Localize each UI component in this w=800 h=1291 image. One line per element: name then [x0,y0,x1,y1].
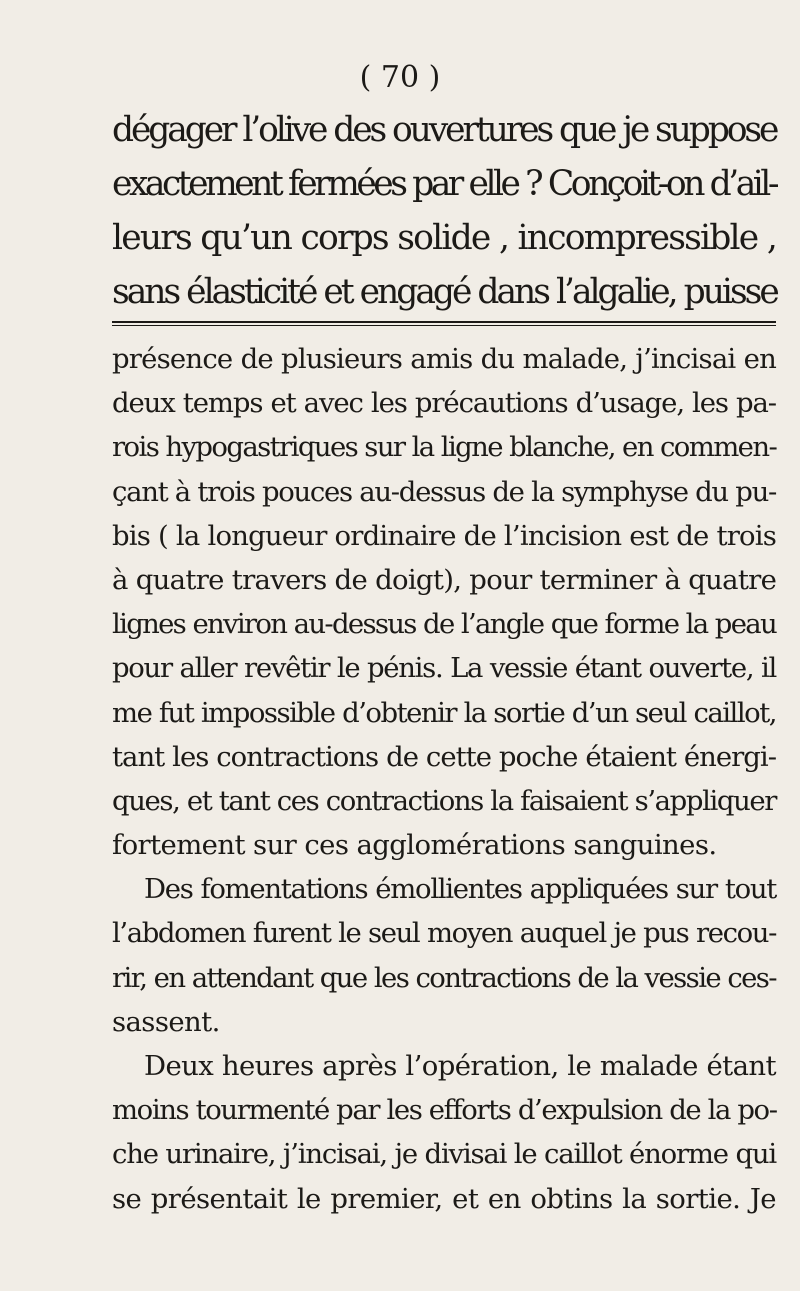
text-line: exactement fermées par elle ? Conçoit-on d’ail- [112,164,776,204]
text-line: sassent. [112,1005,220,1038]
text-line: che urinaire, j’incisai, je divisai le caillot énorme qui [112,1138,776,1171]
text-line: çant à trois pouces au-dessus de la symphyse du pu- [112,475,776,508]
text-line: dégager l’olive des ouvertures que je suppose [112,110,777,150]
text-line: présence de plusieurs amis du malade, j’incisai en [112,343,776,375]
text-line: bis ( la longueur ordinaire de l’incision est de trois [112,519,777,552]
text-line: tant les contractions de cette poche étaient énergi- [112,740,776,773]
text-line: lignes environ au-dessus de l’angle que forme la peau [112,608,776,641]
text-line: rir, en attendant que les contractions de la vessie ces- [112,961,776,994]
text-line: leurs qu’un corps solide , incompressible , [112,218,776,258]
lower-text-block [112,337,776,1221]
upper-text-block [112,103,776,319]
text-line: rois hypogastriques sur la ligne blanche, en commen- [112,431,777,464]
page-number: ( 70 ) [359,60,441,95]
separator-rule-thin [112,325,776,326]
text-line: ques, et tant ces contractions la faisaient s’appliquer [112,784,776,817]
text-line: deux temps et avec les précautions d’usage, les pa- [112,387,776,420]
text-line: pour aller revêtir le pénis. La vessie étant ouverte, il [112,652,776,685]
text-line: Deux heures après l’opération, le malade étant [144,1050,776,1082]
text-line: me fut impossible d’obtenir la sortie d’un seul caillot, [112,696,776,729]
text-line: sans élasticité et engagé dans l’algalie, puisse [112,272,777,312]
separator-rule [112,321,776,323]
text-line: se présentait le premier, et en obtins la sortie. Je [112,1182,776,1215]
text-line: moins tourmenté par les efforts d’expulsion de la po- [112,1094,777,1127]
text-line: fortement sur ces agglomérations sanguines. [112,829,717,862]
text-line: Des fomentations émollientes appliquées sur tout [144,873,776,906]
text-line: l’abdomen furent le seul moyen auquel je pus recou- [112,917,776,950]
text-line: à quatre travers de doigt), pour terminer à quatre [112,563,777,596]
